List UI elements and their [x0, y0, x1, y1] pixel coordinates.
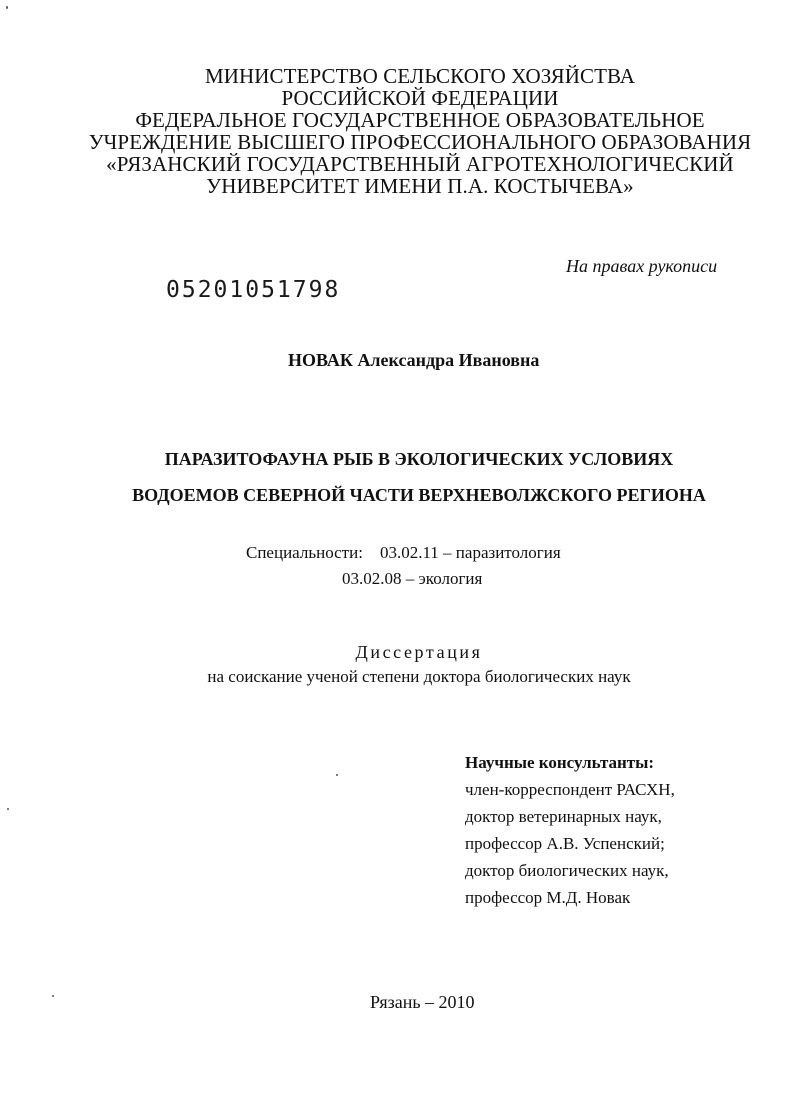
consultants-block	[465, 749, 675, 911]
specialties-label: Специальности:	[246, 543, 363, 562]
scan-speck	[336, 774, 338, 776]
title-line: ВОДОЕМОВ СЕВЕРНОЙ ЧАСТИ ВЕРХНЕВОЛЖСКОГО РЕГИОНА	[132, 485, 706, 505]
document-type: Диссертация	[355, 642, 483, 662]
consultants-heading: Научные консультанты:	[465, 753, 655, 772]
consultant-line: доктор ветеринарных наук,	[465, 807, 662, 826]
place-year: Рязань – 2010	[370, 992, 475, 1012]
institution-line: РОССИЙСКОЙ ФЕДЕРАЦИИ	[281, 86, 559, 110]
dissertation-title	[0, 441, 798, 513]
institution-line: МИНИСТЕРСТВО СЕЛЬСКОГО ХОЗЯЙСТВА	[204, 64, 636, 88]
institution-line: «РЯЗАНСКИЙ ГОСУДАРСТВЕННЫЙ АГРОТЕХНОЛОГИЧЕСКИЙ	[106, 152, 734, 176]
consultant-line: профессор А.В. Успенский;	[465, 834, 665, 853]
scan-speck	[6, 6, 8, 9]
rights-note: На правах рукописи	[566, 256, 718, 276]
institution-line: УНИВЕРСИТЕТ ИМЕНИ П.А. КОСТЫЧЕВА»	[206, 174, 634, 198]
scan-speck	[7, 808, 9, 810]
title-line: ПАРАЗИТОФАУНА РЫБ В ЭКОЛОГИЧЕСКИХ УСЛОВИЯХ	[164, 449, 674, 469]
specialties-block	[246, 540, 561, 592]
specialty-first: 03.02.11 – паразитология	[379, 543, 561, 562]
archive-number: 05201051798	[166, 277, 341, 303]
author-given-names: Александра Ивановна	[357, 350, 540, 370]
institution-block	[0, 65, 798, 197]
degree-line: на соискание ученой степени доктора биологических наук	[207, 667, 631, 686]
institution-line: ФЕДЕРАЛЬНОЕ ГОСУДАРСТВЕННОЕ ОБРАЗОВАТЕЛЬНОЕ	[135, 108, 705, 132]
author-name	[288, 350, 539, 371]
author-surname: НОВАК	[288, 350, 353, 370]
institution-line: УЧРЕЖДЕНИЕ ВЫСШЕГО ПРОФЕССИОНАЛЬНОГО ОБРАЗОВАНИЯ	[88, 130, 752, 154]
consultant-line: доктор биологических наук,	[465, 861, 669, 880]
scan-speck	[52, 995, 54, 997]
consultant-line: профессор М.Д. Новак	[465, 888, 631, 907]
consultant-line: член-корреспондент РАСХН,	[465, 780, 675, 799]
specialty-second: 03.02.08 – экология	[342, 569, 483, 588]
